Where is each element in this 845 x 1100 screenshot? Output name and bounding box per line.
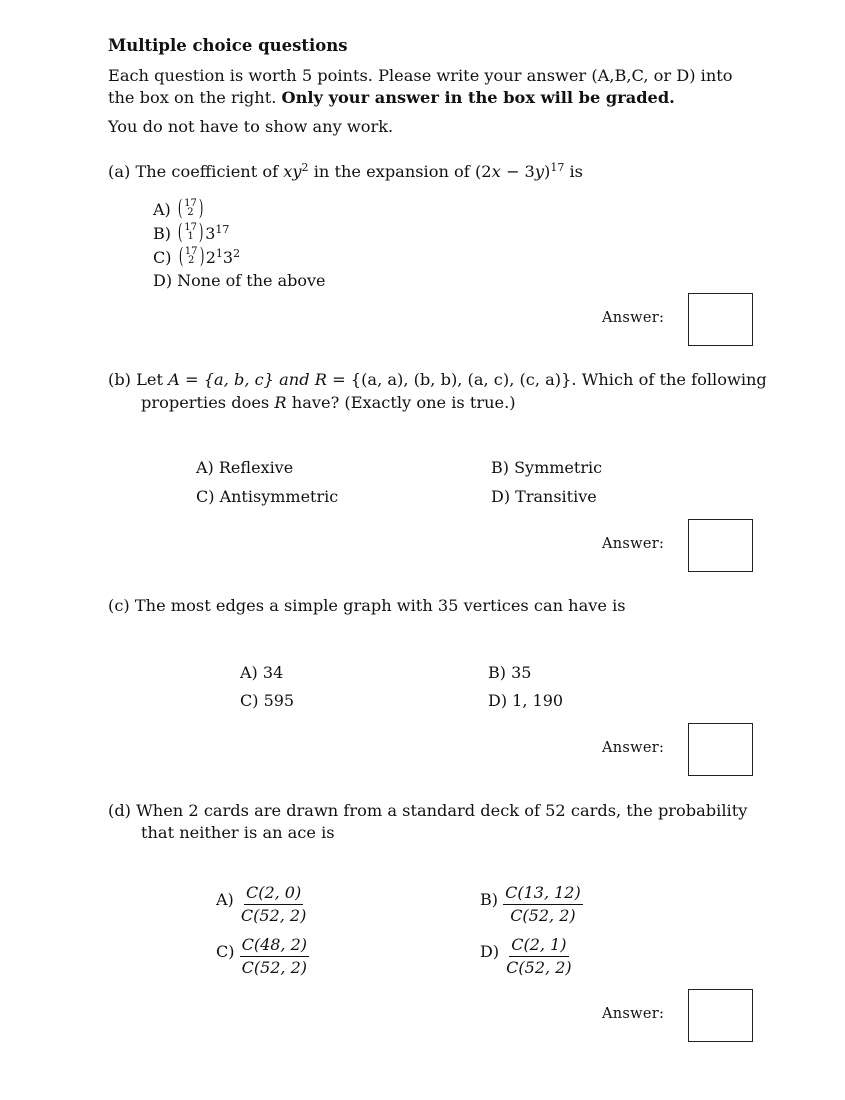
question-c-option-d: D) 1, 190	[488, 691, 564, 710]
stem-text: is	[569, 162, 583, 181]
stem-text: When 2 cards are drawn from a standard deck of 52 cards, the probability	[136, 801, 748, 820]
stem-text: The coefficient of	[135, 162, 279, 181]
numerator: C(2, 1)	[509, 934, 568, 957]
math-var: R	[274, 393, 287, 412]
math-var: y	[534, 162, 545, 181]
question-b-option-a: A) Reflexive	[196, 458, 294, 477]
question-label: (d)	[108, 801, 131, 820]
binom-top: 17	[184, 222, 198, 233]
option-label: B)	[480, 889, 498, 909]
stem-text: Let	[136, 370, 163, 389]
question-a-option-d: D) None of the above	[153, 271, 326, 290]
denominator: C(52, 2)	[240, 906, 307, 925]
section-title: Multiple choice questions	[108, 36, 348, 55]
answer-box-b[interactable]	[688, 519, 753, 572]
math-var: R	[314, 370, 327, 389]
binom-bottom: 1	[187, 231, 194, 242]
question-a-option-b	[153, 220, 230, 247]
power-base: 2	[205, 248, 216, 267]
question-c-option-c: C) 595	[240, 691, 295, 710]
question-label: (b)	[108, 370, 131, 389]
answer-box-d[interactable]	[688, 989, 753, 1042]
math-op: − 3	[500, 162, 535, 181]
question-d-option-c	[216, 934, 309, 979]
denominator: C(52, 2)	[241, 958, 308, 977]
fraction	[503, 882, 583, 927]
question-a-option-c	[153, 244, 241, 271]
question-c-option-a: A) 34	[240, 663, 284, 682]
binomial: ( 17 1 )	[177, 220, 204, 244]
question-b-option-b: B) Symmetric	[491, 458, 603, 477]
question-d-stem-line-1	[108, 800, 747, 822]
math-paren: )	[544, 162, 551, 181]
stem-text: in the expansion of (2	[313, 162, 492, 181]
question-c-stem	[108, 595, 626, 617]
answer-label: Answer:	[602, 536, 665, 552]
instructions-line-2	[108, 87, 675, 109]
question-d-option-b	[480, 882, 583, 927]
numerator: C(2, 0)	[244, 882, 303, 905]
math-var: x	[491, 162, 501, 181]
option-label: A)	[216, 889, 234, 909]
question-label: (a)	[108, 162, 131, 181]
denominator: C(52, 2)	[510, 906, 576, 925]
answer-label: Answer:	[602, 1006, 665, 1022]
question-b-option-d: D) Transitive	[491, 487, 597, 506]
exponent: 2	[233, 247, 241, 260]
binomial: ( 17 2 )	[177, 196, 204, 220]
binomial: ( 17 2 )	[178, 244, 204, 268]
math-var: A	[168, 370, 180, 389]
exponent: 17	[550, 161, 565, 174]
option-label: C)	[216, 941, 235, 961]
question-b-option-c: C) Antisymmetric	[196, 487, 339, 506]
question-label: (c)	[108, 596, 130, 615]
question-c-option-b: B) 35	[488, 663, 532, 682]
option-label: A)	[153, 200, 171, 219]
binom-top: 17	[184, 246, 198, 257]
option-label: D)	[480, 941, 500, 961]
binom-bottom: 2	[187, 255, 195, 266]
stem-text: properties does	[141, 393, 270, 412]
instructions-line-3: You do not have to show any work.	[108, 117, 394, 136]
question-b-stem-line-1	[108, 369, 767, 391]
answer-box-c[interactable]	[688, 723, 753, 776]
exponent: 2	[301, 161, 309, 174]
question-a-stem	[108, 161, 583, 185]
fraction	[240, 934, 309, 979]
numerator: C(48, 2)	[240, 934, 309, 957]
question-d-option-a	[216, 882, 308, 927]
fraction	[239, 882, 308, 927]
binom-top: 17	[184, 198, 197, 209]
denominator: C(52, 2)	[506, 958, 572, 977]
power-base: 3	[205, 224, 216, 243]
instructions-line-1: Each question is worth 5 points. Please write your answer (A,B,C, or D) into	[108, 66, 733, 85]
power-base: 3	[222, 248, 234, 267]
option-label: C)	[153, 248, 172, 267]
question-b-stem-line-2	[141, 392, 516, 414]
math-relation: = {(a, a), (b, b), (a, c), (c, a)}. Which of the following	[332, 370, 767, 389]
question-a-option-a	[153, 196, 205, 221]
answer-label: Answer:	[602, 310, 665, 326]
answer-label: Answer:	[602, 740, 665, 756]
exponent: 1	[215, 247, 223, 260]
numerator: C(13, 12)	[503, 882, 583, 905]
question-d-stem-line-2: that neither is an ace is	[141, 823, 335, 842]
math-term: xy	[283, 162, 302, 181]
instructions-text: the box on the right.	[108, 88, 277, 107]
instructions-emphasis: Only your answer in the box will be graded.	[281, 88, 675, 107]
stem-text: have? (Exactly one is true.)	[291, 393, 516, 412]
exponent: 17	[215, 223, 230, 236]
option-label: B)	[153, 224, 171, 243]
fraction	[504, 934, 573, 979]
math-set: = {a, b, c} and	[185, 370, 310, 389]
answer-box-a[interactable]	[688, 293, 753, 346]
stem-text: The most edges a simple graph with 35 vertices can have is	[134, 596, 626, 615]
binom-bottom: 2	[187, 207, 194, 218]
question-d-option-d	[480, 934, 574, 979]
